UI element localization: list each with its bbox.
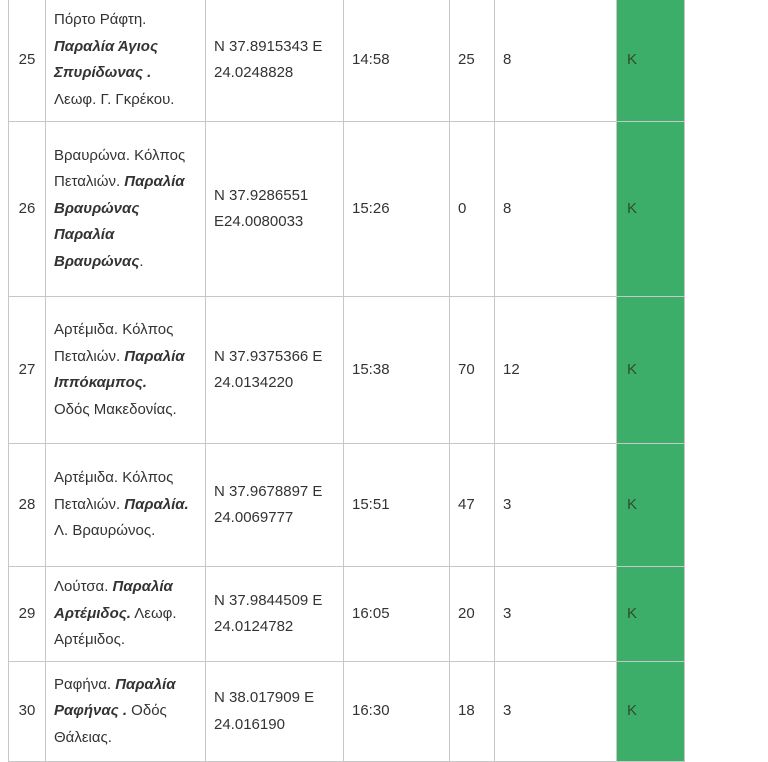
time-cell: 14:58 [344,0,450,122]
location-text: Αρτέμιδα. Κόλπος Πεταλιών. [54,321,174,365]
row-number: 25 [9,0,46,122]
row-number: 28 [9,444,46,567]
value-cell: 47 [450,444,495,567]
coordinates: N 37.8915343 E 24.0248828 [206,0,344,122]
table-row [9,0,685,122]
location-cell [46,297,206,444]
location-text: Λεωφ. Γ. Γκρέκου. [54,90,175,108]
value-cell: 3 [495,567,617,662]
beach-name: Παραλία Άγιος Σπυρίδωνας . [54,37,158,81]
coordinates: N 37.9375366 E 24.0134220 [206,297,344,444]
grade-cell: K [617,567,685,662]
location-text: Βραυρώνα. Κόλπος Πεταλιών. [54,146,186,191]
time-cell: 16:05 [344,567,450,662]
location-text: Λεωφ. Αρτέμιδος. [54,604,177,649]
value-cell: 8 [495,0,617,122]
location-text: Οδός Θάλειας. [54,702,167,746]
location-cell [46,567,206,662]
coordinates: N 37.9844509 E 24.0124782 [206,567,344,662]
time-cell: 15:26 [344,122,450,297]
value-cell: 18 [450,662,495,762]
row-number: 30 [9,662,46,762]
row-number: 26 [9,122,46,297]
location-text: Λ. Βραυρώνος. [54,522,156,540]
grade-cell: K [617,0,685,122]
location-cell [46,122,206,297]
beach-name: Παραλία Βραυρώνας Παραλία Βραυρώνας [54,173,185,270]
table-row [9,662,685,762]
table-row [9,444,685,567]
table-row [9,297,685,444]
value-cell: 70 [450,297,495,444]
location-cell [46,0,206,122]
location-text: Αρτέμιδα. Κόλπος Πεταλιών. [54,469,174,513]
time-cell: 15:38 [344,297,450,444]
location-cell [46,662,206,762]
table-row [9,122,685,297]
row-number: 29 [9,567,46,662]
coordinates: N 37.9678897 E 24.0069777 [206,444,344,567]
grade-cell: K [617,662,685,762]
value-cell: 3 [495,444,617,567]
location-cell [46,444,206,567]
value-cell: 0 [450,122,495,297]
value-cell: 25 [450,0,495,122]
beach-table [8,0,685,762]
location-text: Ραφήνα. [54,675,116,693]
time-cell: 15:51 [344,444,450,567]
table-row [9,567,685,662]
grade-cell: K [617,444,685,567]
beach-name: Παραλία. [124,495,189,513]
grade-cell: K [617,122,685,297]
row-number: 27 [9,297,46,444]
beach-name: Παραλία Ραφήνας . [54,675,176,720]
location-text: Λούτσα. [54,578,113,596]
value-cell: 20 [450,567,495,662]
location-text: Οδός Μακεδονίας. [54,400,177,418]
beach-name: Παραλία Ιππόκαμπος. [54,347,185,391]
time-cell: 16:30 [344,662,450,762]
location-text: Πόρτο Ράφτη. [54,11,147,28]
value-cell: 8 [495,122,617,297]
beach-name: Παραλία Αρτέμιδος. [54,578,173,622]
value-cell: 12 [495,297,617,444]
value-cell: 3 [495,662,617,762]
grade-cell: K [617,297,685,444]
coordinates: N 38.017909 E 24.016190 [206,662,344,762]
coordinates: N 37.9286551 E24.0080033 [206,122,344,297]
location-text: . [139,252,144,270]
